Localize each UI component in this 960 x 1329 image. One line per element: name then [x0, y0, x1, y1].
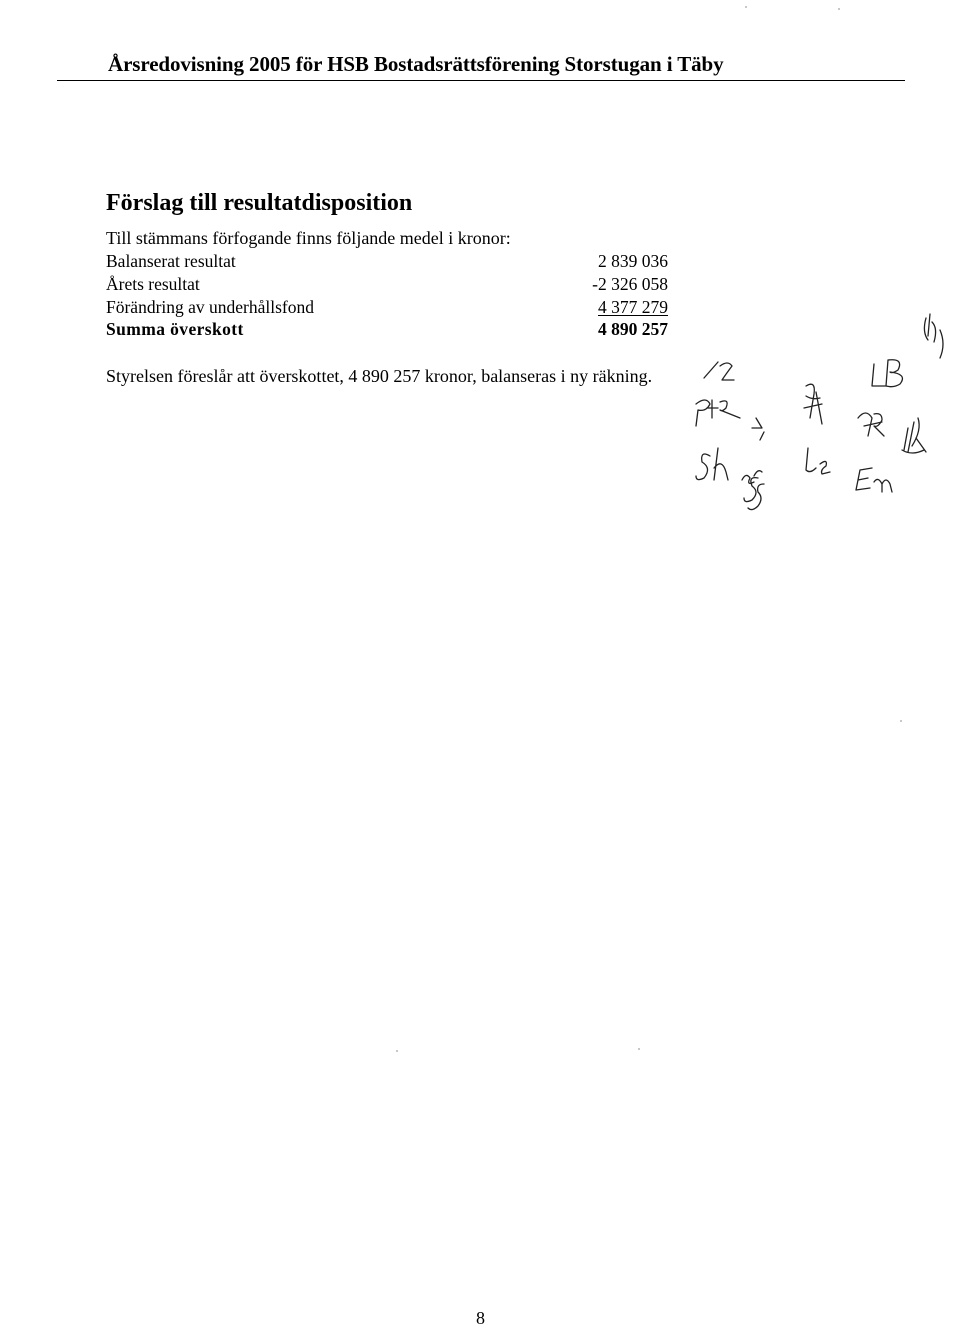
page-number: 8 [476, 1308, 485, 1328]
signature-sh [696, 448, 728, 480]
row-value: 4 377 279 [598, 296, 668, 317]
row-label: Årets resultat [106, 273, 200, 294]
disposition-row-arets-resultat [106, 273, 668, 296]
disposition-row-total [106, 318, 668, 341]
row-label: Förändring av underhållsfond [106, 296, 315, 317]
conclusion-text: Styrelsen föreslår att överskottet, 4 890 257 kronor, balanseras i ny räkning. [106, 366, 653, 386]
total-value: 4 890 257 [598, 319, 668, 340]
signature-ij [742, 475, 754, 483]
signature-comma [752, 418, 764, 440]
section-heading: Förslag till resultatdisposition [106, 190, 413, 216]
signature-le [806, 448, 830, 474]
scan-speck [900, 720, 902, 722]
row-value: 2 839 036 [598, 251, 668, 271]
handwritten-signatures [660, 300, 950, 530]
disposition-items-list [106, 250, 668, 341]
signature-em [856, 468, 892, 492]
row-value: -2 326 058 [592, 273, 668, 294]
signature-vertical [924, 314, 943, 358]
signature-ptr [696, 400, 740, 426]
scan-speck [396, 1050, 398, 1052]
signature-ss [744, 471, 764, 510]
signature-mark-1 [704, 362, 734, 380]
scan-speck [838, 8, 840, 10]
scan-speck [745, 6, 747, 8]
scan-speck [638, 1048, 640, 1050]
header-divider [57, 80, 905, 81]
row-label: Balanserat resultat [106, 251, 236, 271]
signature-a [804, 384, 822, 424]
signature-jr [858, 413, 884, 436]
signature-ilk [902, 418, 926, 453]
signature-lb [872, 360, 902, 387]
intro-text: Till stämmans förfogande finns följande medel i kronor: [106, 228, 511, 248]
total-label: Summa överskott [106, 319, 244, 340]
disposition-row-underhallsfond [106, 296, 668, 319]
disposition-row-balanserat [106, 250, 668, 273]
document-header-title: Årsredovisning 2005 för HSB Bostadsrättsförening Storstugan i Täby [108, 52, 724, 76]
